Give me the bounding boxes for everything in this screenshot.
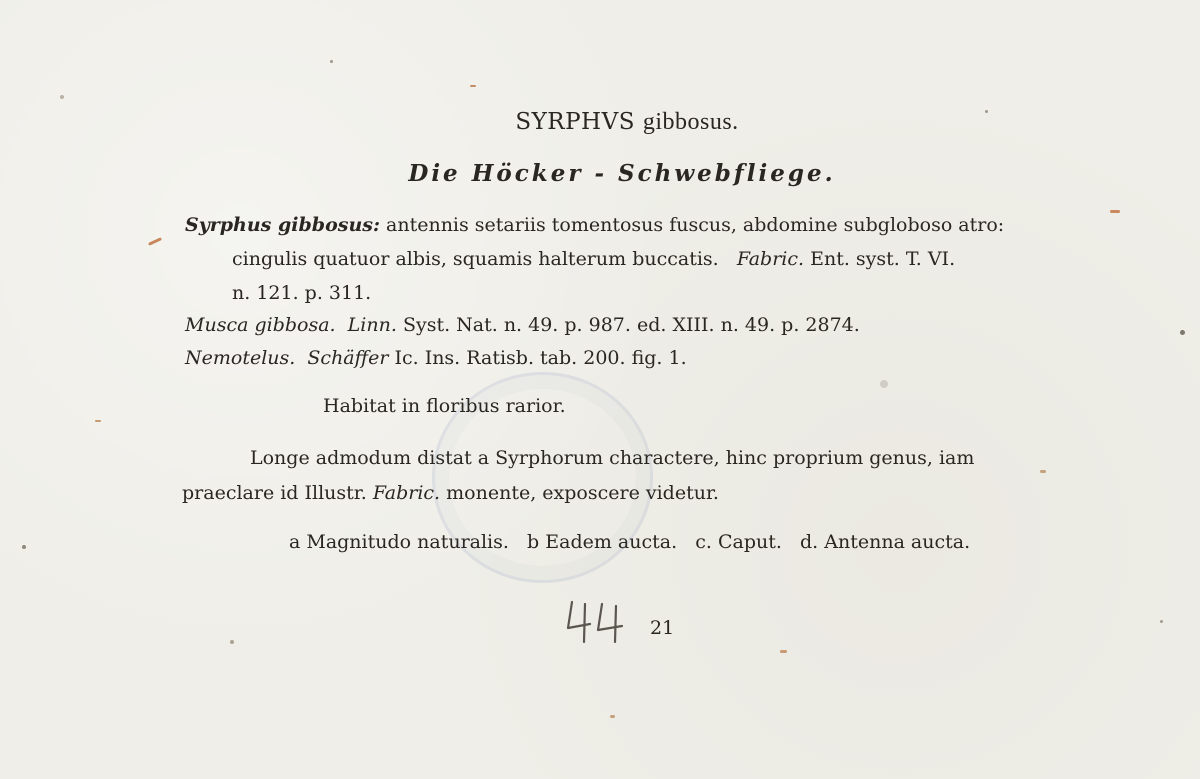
synonym-2-ref: Ic. Ins. Ratisb. tab. 200. fig. 1. bbox=[394, 347, 687, 369]
title bbox=[0, 110, 1200, 134]
remark-line-1: Longe admodum distat a Syrphorum charactere, hinc proprium genus, iam bbox=[250, 447, 975, 469]
handwritten-number-44 bbox=[566, 598, 630, 644]
synonym-1-name: Musca gibbosa. bbox=[185, 314, 336, 336]
synonym-1-ref: Syst. Nat. n. 49. p. 987. ed. XIII. n. 49. p. 2874. bbox=[402, 314, 860, 336]
synonym-2-name: Nemotelus. bbox=[185, 347, 296, 369]
species-name: Syrphus gibbosus: bbox=[185, 214, 380, 236]
page-number: 21 bbox=[650, 617, 675, 639]
description-text-2: cingulis quatuor albis, squamis halterum buccatis. bbox=[232, 248, 719, 270]
title-genus: SYRPHVS bbox=[515, 109, 635, 135]
figure-legend: a Magnitudo naturalis. b Eadem aucta. c. Caput. d. Antenna aucta. bbox=[289, 531, 971, 553]
description-author: Fabric. bbox=[736, 248, 805, 270]
remark-after: monente, exposcere videtur. bbox=[446, 482, 719, 504]
title-species: gibbosus. bbox=[642, 109, 739, 135]
synonym-1-author: Linn. bbox=[347, 314, 397, 336]
description-ref: Ent. syst. T. VI. bbox=[810, 248, 956, 270]
subtitle: Die Höcker - Schwebfliege. bbox=[408, 160, 836, 187]
remark-line-2 bbox=[182, 484, 719, 503]
remark-before: praeclare id Illustr. bbox=[182, 482, 367, 504]
description-line-1 bbox=[185, 216, 1004, 235]
habitat-text: Habitat in floribus rarior. bbox=[323, 395, 566, 417]
synonym-2 bbox=[185, 349, 687, 368]
synonym-1 bbox=[185, 316, 860, 335]
remark-author: Fabric. bbox=[372, 482, 441, 504]
description-line-2 bbox=[232, 250, 955, 269]
description-line-3: n. 121. p. 311. bbox=[232, 282, 372, 304]
description-text-1: antennis setariis tomentosus fuscus, abdomine subgloboso atro: bbox=[386, 214, 1005, 236]
synonym-2-author: Schäffer bbox=[307, 347, 389, 369]
